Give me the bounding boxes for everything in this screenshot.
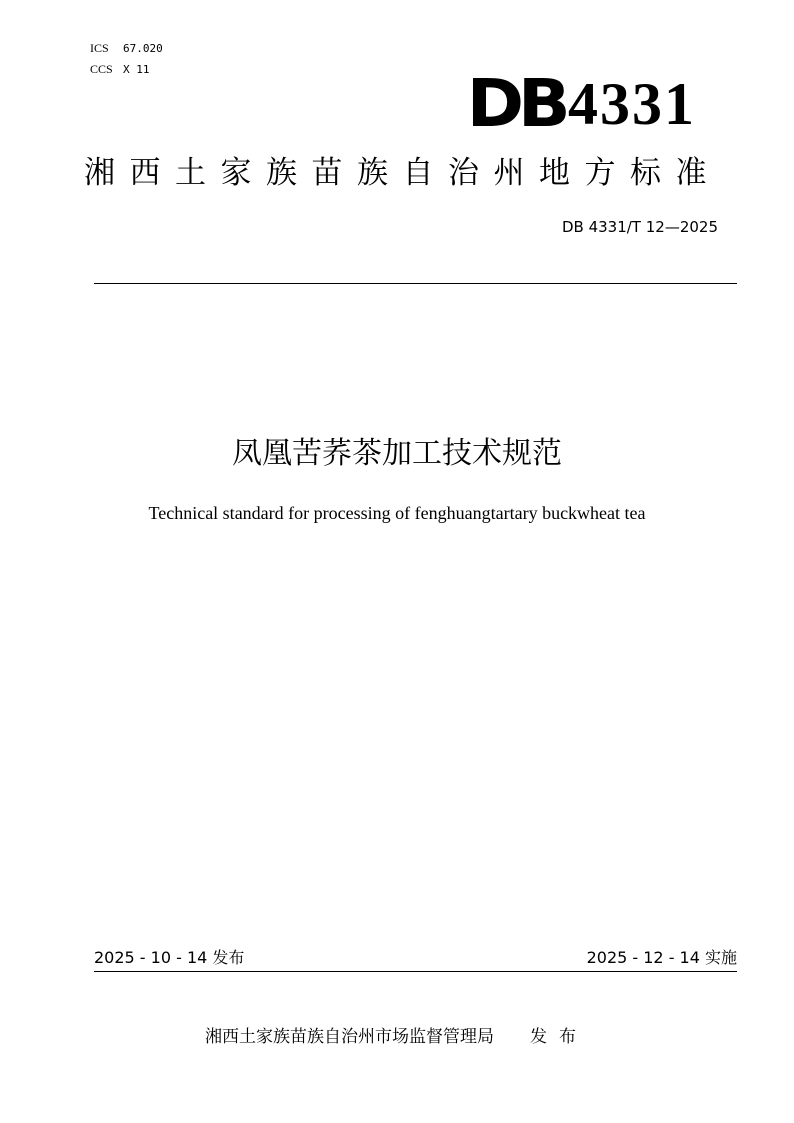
ics-label: ICS (90, 41, 109, 55)
issuer-action: 发布 (530, 1027, 588, 1047)
document-title-en: Technical standard for processing of fenghuangtartary buckwheat tea (148, 503, 646, 523)
db-logo: DB (466, 65, 565, 142)
implementation-date: 2025 - 12 - 14 实施 (586, 948, 737, 967)
ccs-value: X 11 (123, 63, 150, 76)
standard-mark (466, 64, 696, 142)
ics-row (90, 38, 163, 59)
bottom-divider (94, 971, 737, 972)
top-divider (94, 283, 737, 284)
issue-date: 2025 - 10 - 14 发布 (94, 948, 245, 967)
ccs-label: CCS (90, 62, 113, 76)
standard-number: DB 4331/T 12—2025 (561, 218, 718, 236)
classification-codes (90, 38, 163, 80)
issuer-line (205, 1025, 588, 1049)
ccs-row (90, 59, 163, 80)
ics-value: 67.020 (123, 42, 163, 55)
document-title-zh: 凤凰苦荞茶加工技术规范 (232, 436, 562, 471)
db-region-number: 4331 (568, 71, 696, 137)
issuer-name: 湘西土家族苗族自治州市场监督管理局 (205, 1027, 494, 1047)
org-title: 湘西土家族苗族自治州地方标准 (84, 155, 721, 191)
